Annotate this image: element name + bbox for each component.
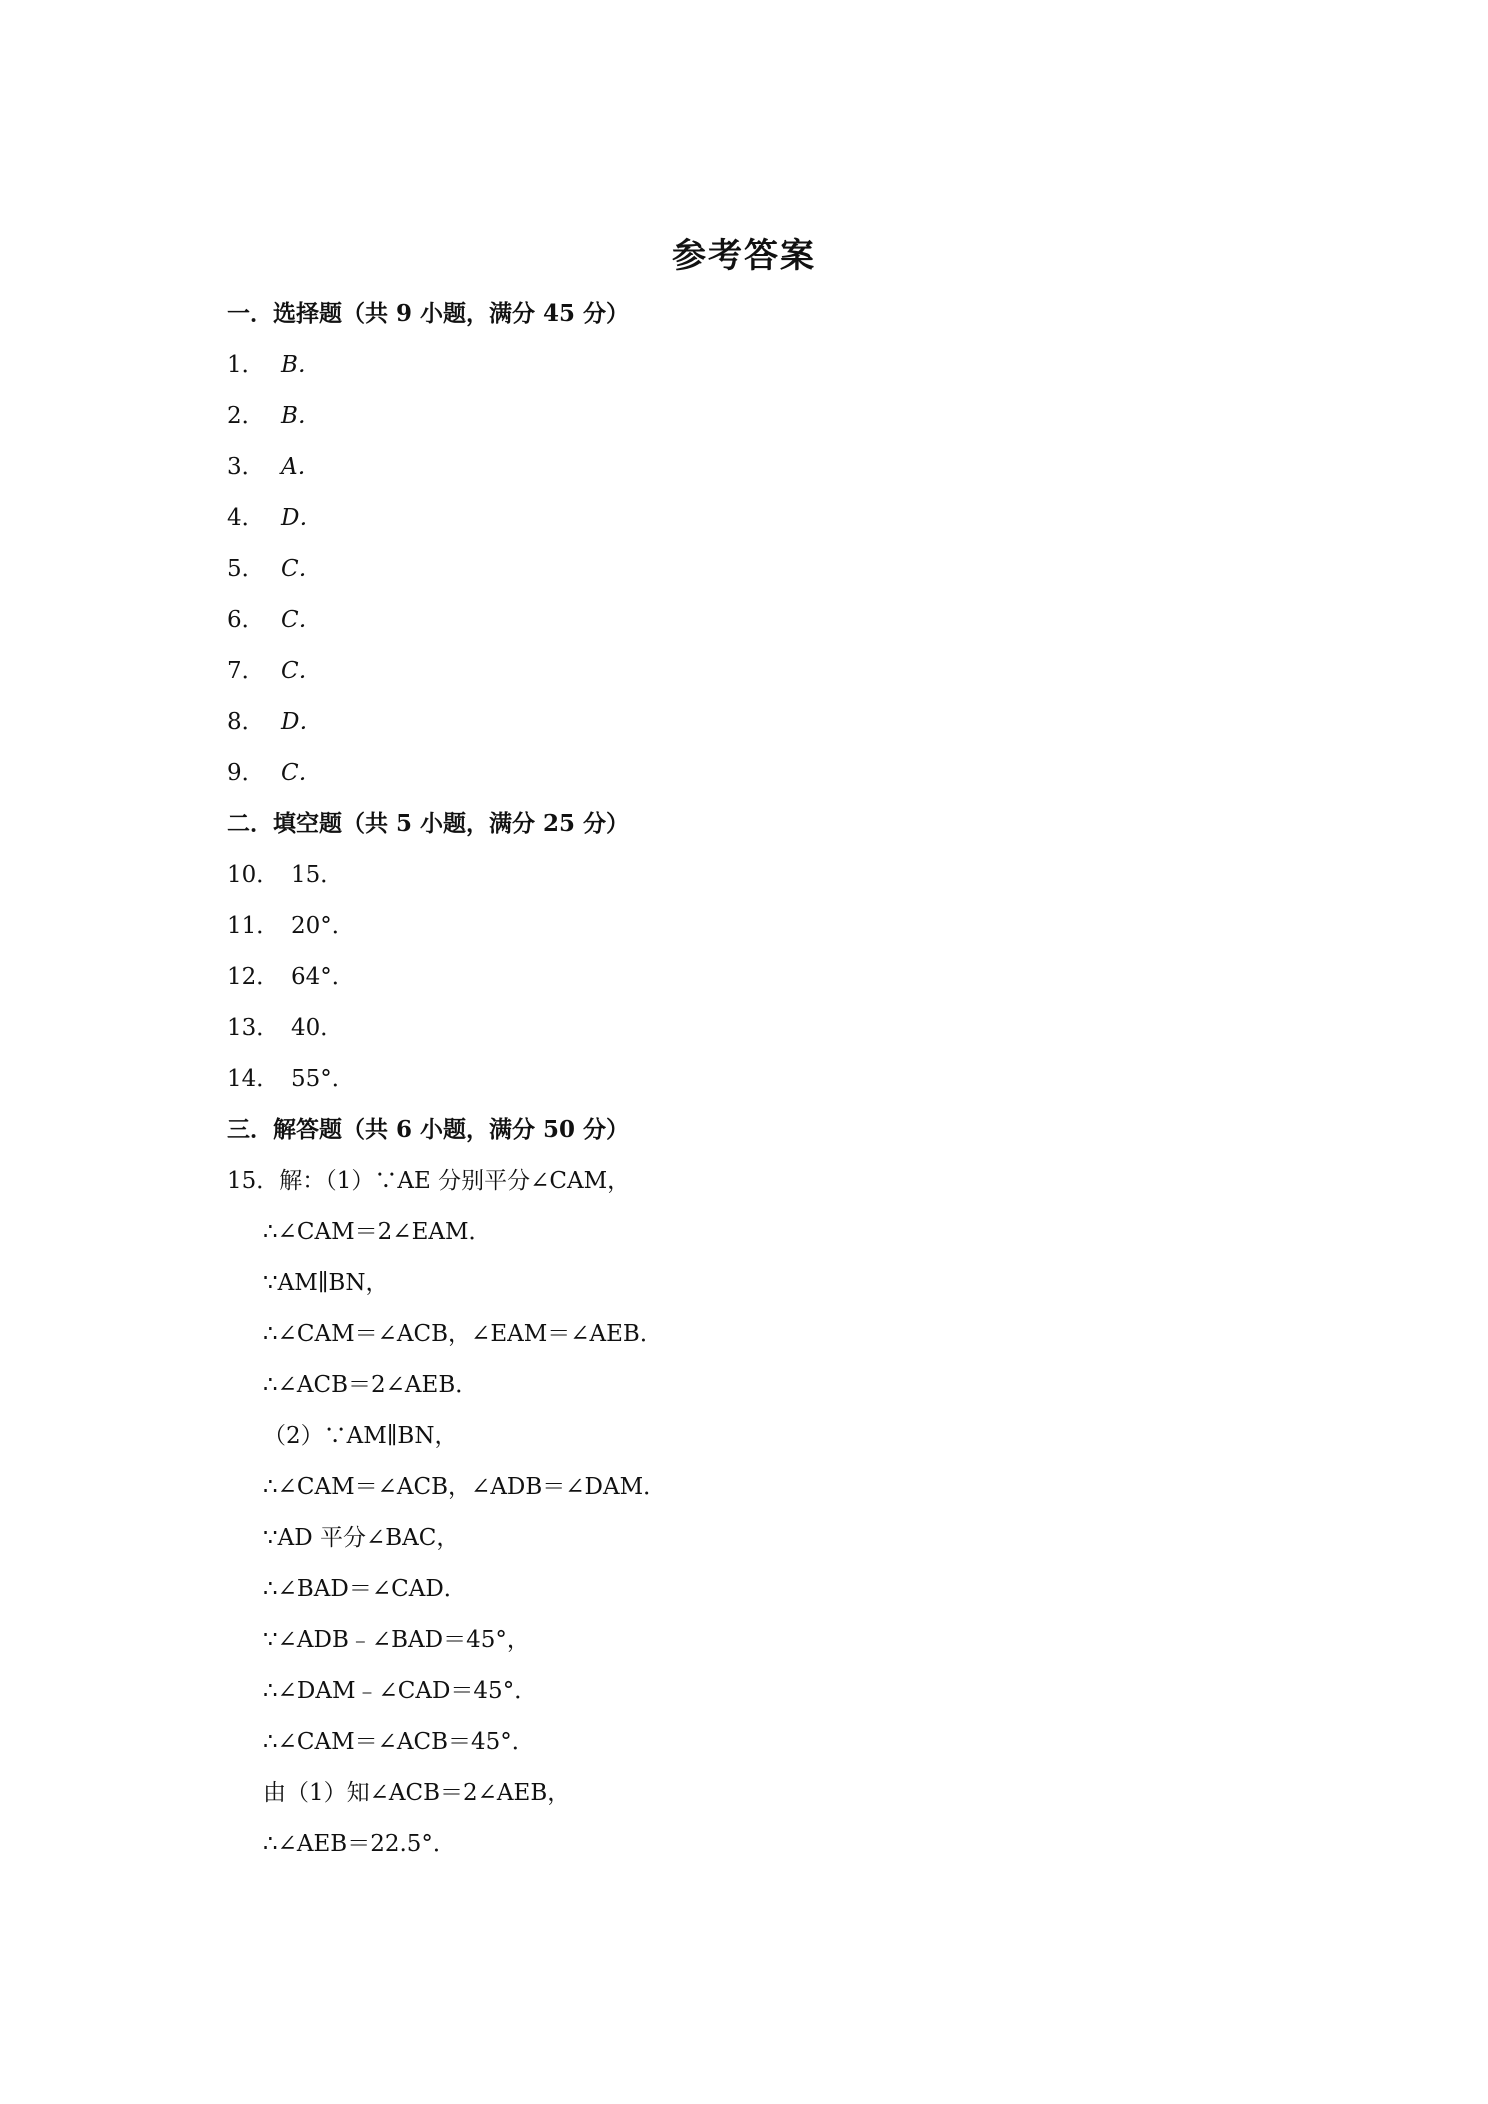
- section-1-heading: 一．选择题（共 9 小题，满分 45 分）: [227, 300, 630, 327]
- item-number: 10．: [227, 862, 280, 888]
- item-number: 4．: [227, 505, 265, 531]
- solution-line: ∴∠DAM﹣∠CAD＝45°．: [263, 1678, 538, 1704]
- item-number: 2．: [227, 403, 265, 429]
- solution-line: ∵∠ADB﹣∠BAD＝45°，: [263, 1627, 530, 1653]
- section-2-heading: 二．填空题（共 5 小题，满分 25 分）: [227, 810, 630, 837]
- item-answer: C．: [281, 556, 322, 582]
- item-answer: A．: [281, 454, 321, 480]
- solution-line: （2）∵AM∥BN，: [263, 1423, 458, 1449]
- solution-line: 15．解：（1）∵AE 分别平分∠CAM，: [227, 1168, 631, 1194]
- item-answer: 40．: [291, 1015, 344, 1041]
- item-number: 9．: [227, 760, 265, 786]
- item-number: 6．: [227, 607, 265, 633]
- item-number: 8．: [227, 709, 265, 735]
- item-answer: C．: [281, 607, 322, 633]
- item-answer: B．: [281, 403, 321, 429]
- item-number: 14．: [227, 1066, 280, 1092]
- list-item: [227, 1010, 1327, 1061]
- list-item: [227, 500, 1327, 551]
- list-item: [227, 704, 1327, 755]
- solution-line: ∴∠AEB＝22.5°．: [263, 1831, 456, 1857]
- list-item: [227, 1061, 1327, 1112]
- item-answer: C．: [281, 760, 322, 786]
- solution-line: 由（1）知∠ACB＝2∠AEB，: [263, 1780, 571, 1806]
- answer-content: [227, 296, 1327, 1877]
- item-number: 3．: [227, 454, 265, 480]
- item-number: 1．: [227, 352, 265, 378]
- list-item: [227, 398, 1327, 449]
- item-answer: 55°．: [291, 1066, 355, 1092]
- list-item: [227, 653, 1327, 704]
- solution-line: ∴∠CAM＝∠ACB＝45°．: [263, 1729, 535, 1755]
- item-answer: 64°．: [291, 964, 355, 990]
- list-item: [227, 908, 1327, 959]
- list-item: [227, 602, 1327, 653]
- item-number: 5．: [227, 556, 265, 582]
- item-number: 7．: [227, 658, 265, 684]
- solution-line: ∴∠CAM＝∠ACB，∠ADB＝∠DAM．: [263, 1474, 667, 1500]
- item-answer: D．: [281, 505, 323, 531]
- item-answer: D．: [281, 709, 323, 735]
- item-number: 13．: [227, 1015, 280, 1041]
- item-number: 11．: [227, 913, 280, 939]
- section-3-heading: 三．解答题（共 6 小题，满分 50 分）: [227, 1116, 630, 1143]
- list-item: [227, 449, 1327, 500]
- list-item: [227, 755, 1327, 806]
- list-item: [227, 347, 1327, 398]
- solution-line: ∴∠BAD＝∠CAD．: [263, 1576, 467, 1602]
- list-item: [227, 959, 1327, 1010]
- page-title: 参考答案: [672, 236, 816, 276]
- item-answer: 20°．: [291, 913, 355, 939]
- solution-line: ∴∠CAM＝2∠EAM．: [263, 1219, 492, 1245]
- item-answer: 15．: [291, 862, 344, 888]
- solution-line: ∵AD 平分∠BAC，: [263, 1525, 460, 1551]
- solution-line: ∴∠CAM＝∠ACB，∠EAM＝∠AEB．: [263, 1321, 663, 1347]
- item-answer: B．: [281, 352, 321, 378]
- item-number: 12．: [227, 964, 280, 990]
- solution-line: ∴∠ACB＝2∠AEB．: [263, 1372, 479, 1398]
- item-answer: C．: [281, 658, 322, 684]
- solution-line: ∵AM∥BN，: [263, 1270, 389, 1296]
- list-item: [227, 857, 1327, 908]
- list-item: [227, 551, 1327, 602]
